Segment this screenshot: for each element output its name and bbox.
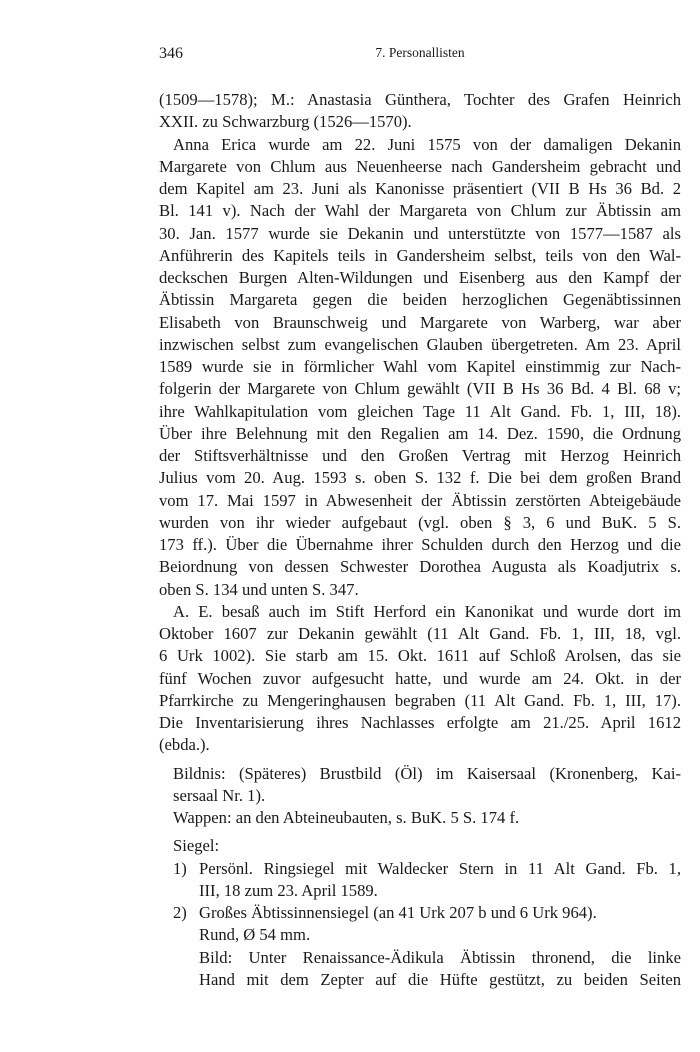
text-line: der Stiftsverhältnisse und den Großen Vertrag mit Herzog Heinrich xyxy=(159,446,681,465)
text-line: vom 17. Mai 1597 in Abwesenheit der Äbtissin zerstörten Abteigebäude xyxy=(159,490,681,510)
page-number: 346 xyxy=(159,45,183,62)
text-line: inzwischen selbst zum evangelischen Glauben übergetreten. Am 23. April xyxy=(159,334,681,354)
siegel-item-1 xyxy=(173,858,681,903)
text-line: Äbtissin Margareta gegen die beiden herzoglichen Gegenäbtissinnen xyxy=(159,290,681,310)
text-line: Anna Erica wurde am 22. Juni 1575 von der damaligen Dekanin xyxy=(173,134,681,154)
item-number: 1) xyxy=(173,858,187,878)
text-line: XXII. zu Schwarzburg (1526—1570). xyxy=(159,112,412,132)
text-line: Über ihre Belehnung mit den Regalien am 14. Dez. 1590, die Ordnung xyxy=(159,423,681,443)
text-line: (1509—1578); M.: Anastasia Günthera, Tochter des Grafen Heinrich xyxy=(159,90,681,109)
siegel-item-2 xyxy=(173,902,681,991)
text-line: Bl. 141 v). Nach der Wahl der Margareta von Chlum zur Äbtissin am xyxy=(159,201,681,221)
item-number: 2) xyxy=(173,903,187,922)
text-line: sersaal Nr. 1). xyxy=(173,785,266,805)
text-line: 6 Urk 1002). Sie starb am 15. Okt. 1611 auf Schloß Arolsen, das sie xyxy=(159,646,681,666)
text-line: wurden von ihr wieder aufgebaut (vgl. oben § 3, 6 und BuK. 5 S. xyxy=(159,512,681,532)
text-line: oben S. 134 und unten S. 347. xyxy=(159,579,359,599)
text-line: Elisabeth von Braunschweig und Margarete von Warberg, war aber xyxy=(159,312,681,332)
text-line: fünf Wochen zuvor aufgesucht hatte, und wurde am 24. Okt. in der xyxy=(159,668,681,688)
text-line: Persönl. Ringsiegel mit Waldecker Stern in 11 Alt Gand. Fb. 1, xyxy=(199,858,681,878)
page-header xyxy=(159,45,681,67)
text-line: 173 ff.). Über die Übernahme ihrer Schulden durch den Herzog und die xyxy=(159,535,681,554)
text-line: III, 18 zum 23. April 1589. xyxy=(199,880,378,900)
paragraph-2 xyxy=(159,134,681,601)
text-line: Beiordnung von dessen Schwester Dorothea Augusta als Koadjutrix s. xyxy=(159,557,681,577)
text-line: Hand mit dem Zepter auf die Hüfte gestützt, zu beiden Seiten xyxy=(199,969,681,989)
text-line: Julius vom 20. Aug. 1593 s. oben S. 132 f. Die bei dem großen Brand xyxy=(159,468,681,488)
text-line: A. E. besaß auch im Stift Herford ein Kanonikat und wurde dort im xyxy=(173,601,681,621)
page-body xyxy=(159,89,681,991)
text-line: Großes Äbtissinnensiegel (an 41 Urk 207 b und 6 Urk 964). xyxy=(199,903,597,922)
siegel-section xyxy=(173,835,681,991)
text-line: Rund, Ø 54 mm. xyxy=(199,925,311,945)
text-line: Bild: Unter Renaissance-Ädikula Äbtissin thronend, die linke xyxy=(199,947,681,967)
siegel-label: Siegel: xyxy=(173,836,220,856)
text-line: 30. Jan. 1577 wurde sie Dekanin und unterstützte von 1577—1587 als xyxy=(159,223,681,243)
running-head: 7. Personallisten xyxy=(375,45,465,60)
text-line: Die Inventarisierung ihres Nachlasses erfolgte am 21./25. April 1612 xyxy=(159,713,681,732)
bildnis-entry xyxy=(173,763,681,830)
text-line: folgerin der Margarete von Chlum gewählt (VII B Hs 36 Bd. 4 Bl. 68 v; xyxy=(159,379,681,399)
wappen-entry: Wappen: an den Abteineubauten, s. BuK. 5 S. 174 f. xyxy=(173,808,520,827)
text-line: Anführerin des Kapitels teils in Gandersheim selbst, teils von den Wal- xyxy=(159,245,681,265)
paragraph-3 xyxy=(159,601,681,757)
text-line: dem Kapitel am 23. Juni als Kanonisse präsentiert (VII B Hs 36 Bd. 2 xyxy=(159,179,681,198)
text-line: 1589 wurde sie in förmlicher Wahl vom Kapitel einstimmig zur Nach- xyxy=(159,357,681,376)
text-line: Bildnis: (Späteres) Brustbild (Öl) im Kaisersaal (Kronenberg, Kai- xyxy=(173,763,681,783)
text-line: deckschen Burgen Alten-Wildungen und Eisenberg aus den Kampf der xyxy=(159,268,681,287)
text-line: ihre Wahlkapitulation vom gleichen Tage 11 Alt Gand. Fb. 1, III, 18). xyxy=(159,401,681,421)
text-line: (ebda.). xyxy=(159,735,210,755)
text-line: Margarete von Chlum aus Neuenheerse nach Gandersheim gebracht und xyxy=(159,156,681,176)
text-line: Pfarrkirche zu Mengeringhausen begraben (11 Alt Gand. Fb. 1, III, 17). xyxy=(159,690,681,710)
paragraph-1 xyxy=(159,89,681,134)
text-line: Oktober 1607 zur Dekanin gewählt (11 Alt Gand. Fb. 1, III, 18, vgl. xyxy=(159,624,681,643)
